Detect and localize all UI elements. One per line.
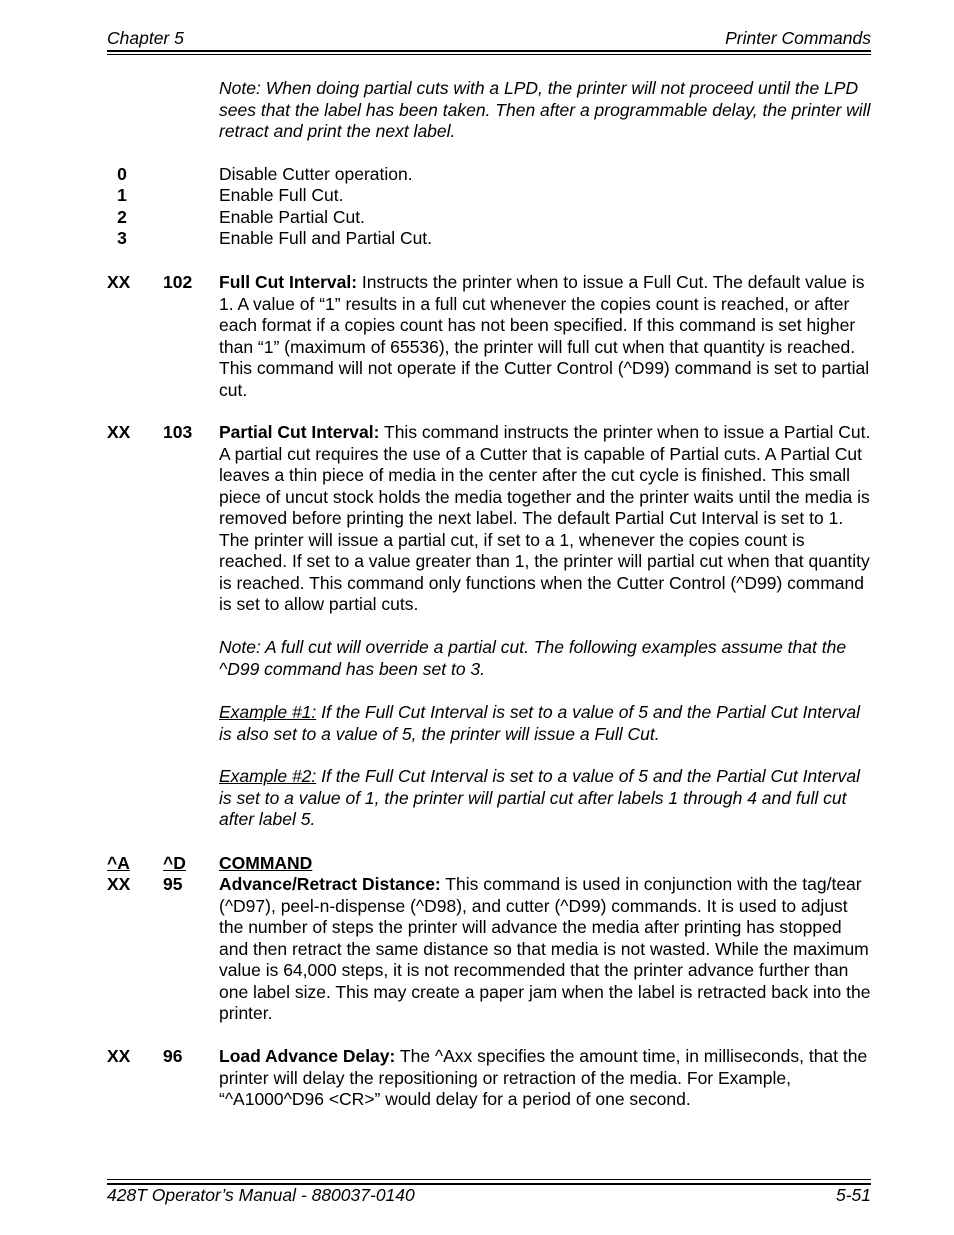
column-header-a: ^A [107,853,130,873]
cmd96-body: The ^Axx specifies the amount time, in milliseconds, that the printer will delay the repositioning or retraction of the media. For Example, “^A1000^D96 <CR>” would delay for a period of one second. [219,1046,868,1109]
option-number: 0 [117,164,127,184]
page-footer [107,1185,871,1206]
example-1-label: Example #1: [219,702,317,722]
option-text: Enable Partial Cut. [219,207,365,227]
page-number: 5-51 [835,1185,871,1205]
cmd103-body: This command instructs the printer when to issue a Partial Cut. A partial cut requires the use of a Cutter that is capable of Partial cuts. A Partial Cut leaves a thin piece of media in the center after the cut cycle is finished. This small piece of uncut stock holds the media together and the printer waits until the media is removed before printing the next label. The default Partial Cut Interval is set to 1. The printer will issue a partial cut, if set to a 1, whenever the copies count is reached. If set to a value greater than 1, the printer will partial cut when that quantity is reached. This command only functions when the Cutter Control (^D99) command is set to allow partial cuts. [219,422,871,614]
example-2 [219,766,871,831]
cmd103-description [219,422,871,616]
cmd102-description [219,272,871,401]
option-number: 2 [117,207,127,227]
cmd102-title: Full Cut Interval: [219,272,358,292]
manual-title: 428T Operator’s Manual - 880037-0140 [107,1185,415,1205]
cmd103-note: Note: A full cut will override a partial cut. The following examples assume that the ^D99 command has been set to 3. [219,637,847,679]
page-header [107,28,871,49]
column-header-d: ^D [163,853,186,873]
cmd102-body: Instructs the printer when to issue a Full Cut. The default value is 1. A value of “1” results in a full cut whenever the copies count is reached, or after each format if a copies count has not been specified. If this command is set higher than “1” (maximum of 65536), the printer will full cut when that quantity is reached. This command will not operate if the Cutter Control (^D99) command is set to partial cut. [219,272,870,400]
cmd103-title: Partial Cut Interval: [219,422,380,442]
section-title: Printer Commands [725,28,871,48]
cmd-a-value: XX [107,422,131,442]
footer-rule-thin [107,1179,871,1180]
lpd-note: Note: When doing partial cuts with a LPD, the printer will not proceed until the LPD sees that the label has been taken. Then after a programmable delay, the printer will retract and print the next label. [219,78,871,141]
example-2-text: If the Full Cut Interval is set to a value of 5 and the Partial Cut Interval is set to a value of 1, the printer will partial cut after labels 1 through 4 and full cut after label 5. [219,766,861,829]
option-number: 3 [117,228,127,248]
chapter-label: Chapter 5 [107,28,184,48]
option-text: Disable Cutter operation. [219,164,413,184]
cmd96-description [219,1046,871,1111]
cmd-d-value: 95 [163,874,183,894]
cmd95-description [219,874,871,1025]
cmd95-body: This command is used in conjunction with the tag/tear (^D97), peel-n-dispense (^D98), and cutter (^D99) commands. It is used to adjust the number of steps the printer will advance the media after printing has stopped and then retract the same distance so that media is not wasted. While the maximum value is 64,000 steps, it is not recommended that the printer advance further than one label size. This may create a paper jam when the label is retracted back into the printer. [219,874,871,1023]
option-number: 1 [117,185,127,205]
column-header-command: COMMAND [219,853,313,873]
cmd-d-value: 96 [163,1046,183,1066]
option-text: Enable Full and Partial Cut. [219,228,433,248]
cmd96-title: Load Advance Delay: [219,1046,396,1066]
header-rule [107,50,871,52]
cmd-a-value: XX [107,1046,131,1066]
example-2-label: Example #2: [219,766,317,786]
option-text: Enable Full Cut. [219,185,344,205]
header-rule-thin [107,54,871,55]
cmd95-title: Advance/Retract Distance: [219,874,441,894]
example-1 [219,702,871,745]
cmd-d-value: 102 [163,272,193,292]
cmd-a-value: XX [107,272,131,292]
cmd-a-value: XX [107,874,131,894]
cmd-d-value: 103 [163,422,193,442]
example-1-text: If the Full Cut Interval is set to a value of 5 and the Partial Cut Interval is also set to a value of 5, the printer will issue a Full Cut. [219,702,861,744]
